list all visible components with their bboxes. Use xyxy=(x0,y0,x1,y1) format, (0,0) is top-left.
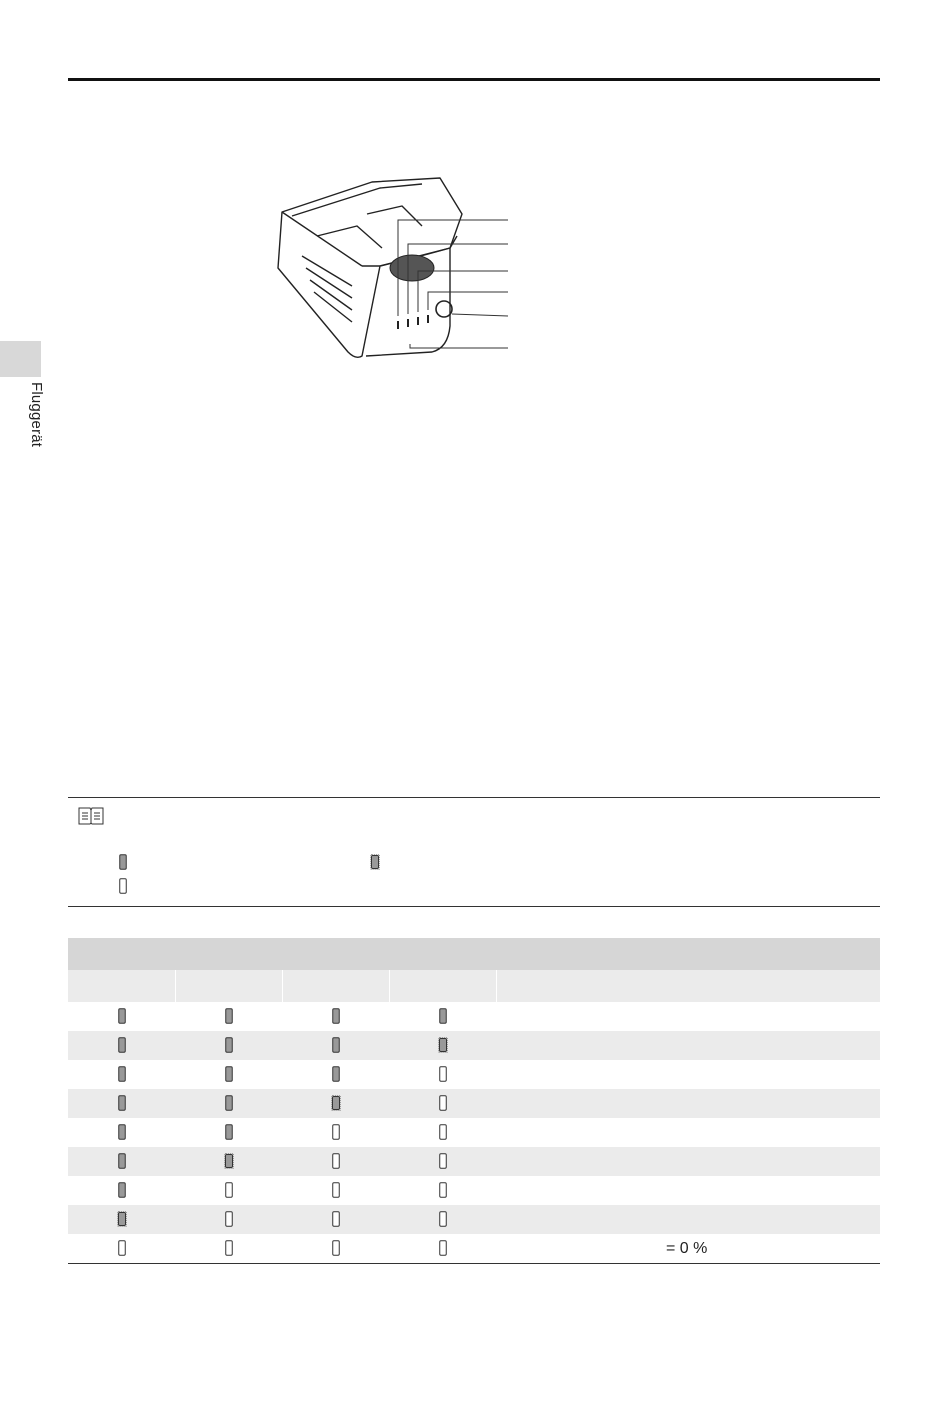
led-cell-4 xyxy=(389,1176,496,1205)
table-row xyxy=(68,1031,880,1060)
level-description xyxy=(496,1002,880,1031)
led-cell-1 xyxy=(68,1176,175,1205)
led-on-icon xyxy=(118,1008,126,1024)
led-off-icon xyxy=(332,1124,340,1140)
level-description xyxy=(496,1234,880,1264)
led-off-icon xyxy=(332,1211,340,1227)
book-icon xyxy=(78,805,104,825)
table-row xyxy=(68,1205,880,1234)
led-cell-1 xyxy=(68,1234,175,1264)
header-rule xyxy=(68,78,880,81)
led-on-icon xyxy=(118,1066,126,1082)
table-header-row xyxy=(68,938,880,970)
led-cell-3 xyxy=(282,1031,389,1060)
note-box xyxy=(68,797,880,907)
led-cell-2 xyxy=(175,1147,282,1176)
led-off-icon xyxy=(332,1153,340,1169)
table-row xyxy=(68,1234,880,1264)
led-on-icon xyxy=(225,1066,233,1082)
led-off-icon xyxy=(439,1182,447,1198)
led-cell-1 xyxy=(68,1089,175,1118)
led-off-icon xyxy=(225,1240,233,1256)
level-description xyxy=(496,1147,880,1176)
led-blinking-icon xyxy=(117,1211,127,1227)
led-cell-4 xyxy=(389,1118,496,1147)
led-on-icon xyxy=(332,1008,340,1024)
table-row xyxy=(68,1060,880,1089)
level-description xyxy=(496,1060,880,1089)
led-on-icon xyxy=(118,1124,126,1140)
led-cell-1 xyxy=(68,1205,175,1234)
led-blinking-icon xyxy=(370,854,380,870)
led-cell-4 xyxy=(389,1089,496,1118)
led-on-icon xyxy=(118,1095,126,1111)
table-subheader-row xyxy=(68,970,880,1002)
led-on-icon xyxy=(439,1008,447,1024)
led-blinking-icon xyxy=(331,1095,341,1111)
led-cell-1 xyxy=(68,1060,175,1089)
led-cell-3 xyxy=(282,1118,389,1147)
led-cell-1 xyxy=(68,1118,175,1147)
led-off-icon xyxy=(439,1240,447,1256)
level-description xyxy=(496,1118,880,1147)
battery-level-table xyxy=(68,938,880,1264)
led-on-icon xyxy=(225,1008,233,1024)
led-cell-4 xyxy=(389,1002,496,1031)
table-row xyxy=(68,1002,880,1031)
led-cell-2 xyxy=(175,1176,282,1205)
led-off-icon xyxy=(119,878,127,894)
led-cell-3 xyxy=(282,1002,389,1031)
led-cell-2 xyxy=(175,1089,282,1118)
led-cell-3 xyxy=(282,1060,389,1089)
level-description xyxy=(496,1205,880,1234)
led-cell-2 xyxy=(175,1234,282,1264)
led-cell-2 xyxy=(175,1118,282,1147)
led-off-icon xyxy=(439,1066,447,1082)
led-cell-4 xyxy=(389,1060,496,1089)
section-tab xyxy=(0,341,41,377)
level-description xyxy=(496,1176,880,1205)
led-cell-3 xyxy=(282,1205,389,1234)
led-cell-2 xyxy=(175,1031,282,1060)
led-on-icon xyxy=(225,1095,233,1111)
led-off-icon xyxy=(225,1211,233,1227)
led-cell-3 xyxy=(282,1234,389,1264)
led-off-icon xyxy=(439,1153,447,1169)
led-cell-2 xyxy=(175,1060,282,1089)
battery-illustration xyxy=(262,176,512,360)
table-row xyxy=(68,1147,880,1176)
led-cell-1 xyxy=(68,1147,175,1176)
led-off-icon xyxy=(118,1240,126,1256)
level-description xyxy=(496,1031,880,1060)
led-cell-3 xyxy=(282,1176,389,1205)
led-on-icon xyxy=(119,854,127,870)
led-on-icon xyxy=(118,1037,126,1053)
led-cell-1 xyxy=(68,1002,175,1031)
led-off-icon xyxy=(439,1095,447,1111)
led-blinking-icon xyxy=(224,1153,234,1169)
led-on-icon xyxy=(225,1124,233,1140)
table-row xyxy=(68,1089,880,1118)
led-on-icon xyxy=(332,1066,340,1082)
led-off-icon xyxy=(332,1182,340,1198)
led-cell-1 xyxy=(68,1031,175,1060)
led-on-icon xyxy=(118,1182,126,1198)
led-on-icon xyxy=(225,1037,233,1053)
led-cell-4 xyxy=(389,1147,496,1176)
level-description xyxy=(496,1089,880,1118)
led-off-icon xyxy=(332,1240,340,1256)
led-off-icon xyxy=(439,1124,447,1140)
led-off-icon xyxy=(439,1211,447,1227)
led-cell-3 xyxy=(282,1089,389,1118)
section-tab-label: Fluggerät xyxy=(28,382,45,448)
table-body xyxy=(68,1002,880,1264)
table-row xyxy=(68,1176,880,1205)
led-cell-3 xyxy=(282,1147,389,1176)
table-row xyxy=(68,1118,880,1147)
led-cell-4 xyxy=(389,1031,496,1060)
led-cell-4 xyxy=(389,1205,496,1234)
led-cell-4 xyxy=(389,1234,496,1264)
led-blinking-icon xyxy=(438,1037,448,1053)
led-cell-2 xyxy=(175,1002,282,1031)
led-on-icon xyxy=(332,1037,340,1053)
level-text: = 0 % xyxy=(666,1239,708,1257)
led-cell-2 xyxy=(175,1205,282,1234)
led-off-icon xyxy=(225,1182,233,1198)
led-on-icon xyxy=(118,1153,126,1169)
